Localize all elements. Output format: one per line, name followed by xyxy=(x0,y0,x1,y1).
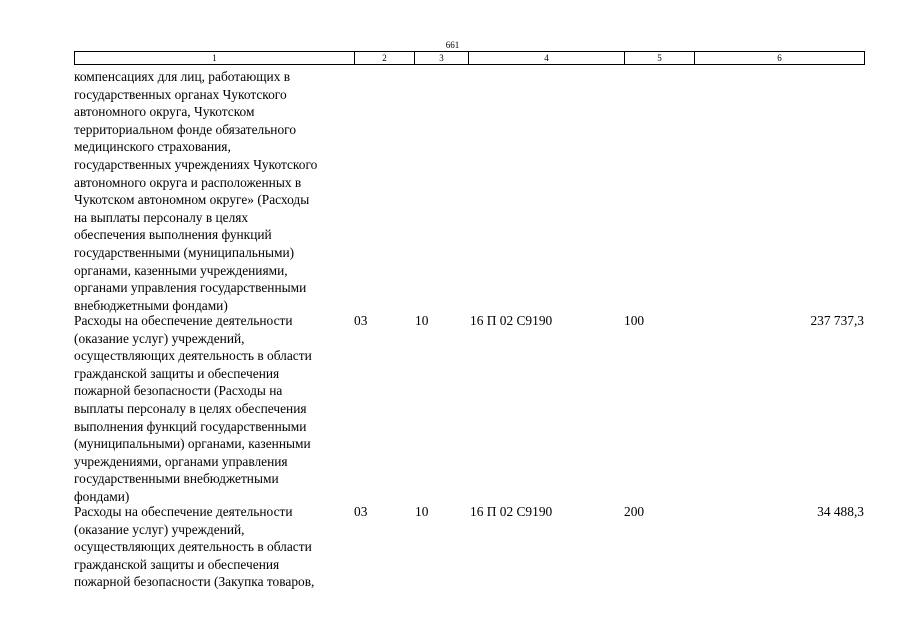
text-line: гражданской защиты и обеспечения xyxy=(74,365,280,381)
row-1-section: 03 xyxy=(354,313,368,328)
text-line: (муниципальными) органами, казенными xyxy=(74,436,311,452)
text-line: компенсациях для лиц, работающих в xyxy=(74,69,291,84)
header-col-4: 4 xyxy=(469,52,625,65)
text-line: пожарной безопасности (Закупка товаров, xyxy=(74,574,315,590)
row-1-amount: 237 737,3 xyxy=(810,313,864,328)
text-line: органами управления государственными xyxy=(74,280,307,296)
row-0-description xyxy=(74,68,317,314)
row-2-amount: 34 488,3 xyxy=(817,504,864,519)
text-line: государственными (муниципальными) xyxy=(74,244,295,260)
text-line: гражданской защиты и обеспечения xyxy=(74,556,280,572)
text-line: автономного округа, Чукотском xyxy=(74,104,255,120)
row-1-subsection: 10 xyxy=(415,313,429,328)
text-line: осуществляющих деятельность в области xyxy=(74,539,312,555)
text-line: государственными внебюджетными xyxy=(74,471,279,487)
text-line: Расходы на обеспечение деятельности xyxy=(74,313,293,328)
text-line: Чукотском автономном округе» (Расходы xyxy=(74,192,310,208)
text-line: медицинского страхования, xyxy=(74,139,231,155)
text-line: (оказание услуг) учреждений, xyxy=(74,521,245,537)
text-line: выполнения функций государственными xyxy=(74,418,307,434)
text-line: учреждениями, органами управления xyxy=(74,453,288,469)
text-line: территориальном фонде обязательного xyxy=(74,121,297,137)
header-col-1: 1 xyxy=(75,52,355,65)
text-line: внебюджетными фондами) xyxy=(74,297,228,313)
text-line: пожарной безопасности (Расходы на xyxy=(74,383,283,399)
row-1-description xyxy=(74,312,312,506)
text-line: на выплаты персоналу в целях xyxy=(74,209,249,225)
text-line: Расходы на обеспечение деятельности xyxy=(74,504,293,519)
text-line: государственных учреждениях Чукотского xyxy=(74,156,318,172)
row-1-expense-type: 100 xyxy=(624,313,645,328)
table-header xyxy=(74,51,865,65)
text-line: (оказание услуг) учреждений, xyxy=(74,330,245,346)
text-line: обеспечения выполнения функций xyxy=(74,227,272,243)
header-col-6: 6 xyxy=(695,52,865,65)
row-2-expense-type: 200 xyxy=(624,504,645,519)
header-col-5: 5 xyxy=(625,52,695,65)
row-1-target-article: 16 П 02 С9190 xyxy=(470,313,553,328)
header-col-3: 3 xyxy=(415,52,469,65)
row-2-subsection: 10 xyxy=(415,504,429,519)
text-line: фондами) xyxy=(74,488,130,504)
page-number: 661 xyxy=(445,40,460,50)
text-line: государственных органах Чукотского xyxy=(74,86,287,102)
text-line: осуществляющих деятельность в области xyxy=(74,348,312,364)
text-line: выплаты персоналу в целях обеспечения xyxy=(74,400,307,416)
text-line: автономного округа и расположенных в xyxy=(74,174,302,190)
row-2-section: 03 xyxy=(354,504,368,519)
text-line: органами, казенными учреждениями, xyxy=(74,262,288,278)
header-col-2: 2 xyxy=(355,52,415,65)
row-2-target-article: 16 П 02 С9190 xyxy=(470,504,553,519)
row-2-description xyxy=(74,503,314,591)
